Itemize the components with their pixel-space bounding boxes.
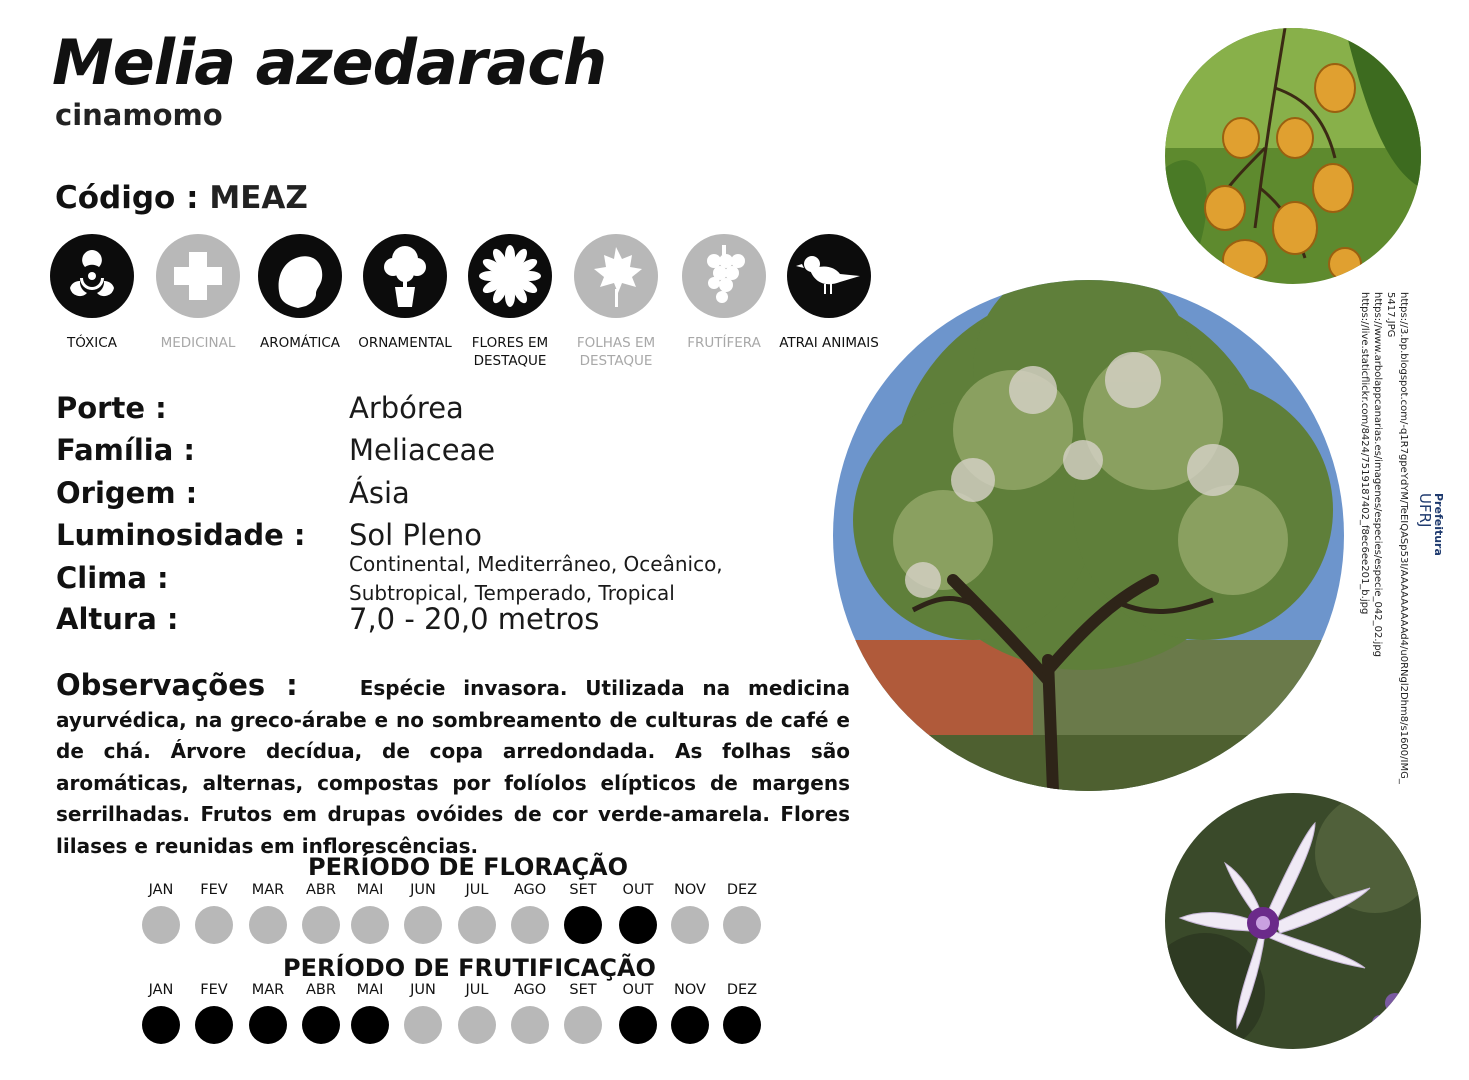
fruiting-dot-out xyxy=(619,1006,657,1044)
fruiting-dot-nov xyxy=(671,1006,709,1044)
month-label: MAR xyxy=(251,982,285,998)
month-label: AGO xyxy=(513,982,547,998)
flowering-dot-set xyxy=(564,906,602,944)
potted-plant-icon xyxy=(363,234,447,318)
feature-label: ATRAI ANIMAIS xyxy=(779,335,879,351)
flowering-dot-abr xyxy=(302,906,340,944)
familia-label: Família : xyxy=(56,433,195,467)
clima-value-line2: Subtropical, Temperado, Tropical xyxy=(349,581,675,605)
altura-value: 7,0 - 20,0 metros xyxy=(349,602,600,636)
common-name: cinamomo xyxy=(55,98,223,132)
month-label: OUT xyxy=(622,982,654,998)
fruiting-dot-mai xyxy=(351,1006,389,1044)
scientific-name: Melia azedarach xyxy=(52,26,607,99)
observations xyxy=(56,670,850,862)
flowering-title: PERÍODO DE FLORAÇÃO xyxy=(308,853,629,881)
feature-label: TÓXICA xyxy=(67,335,117,351)
month-label: SET xyxy=(569,882,597,898)
fruiting-dot-jan xyxy=(142,1006,180,1044)
image-credits xyxy=(1350,292,1410,792)
month-label: JUN xyxy=(410,982,436,998)
leaf-icon xyxy=(574,234,658,318)
month-label: NOV xyxy=(674,982,706,998)
month-label: ABR xyxy=(306,882,336,898)
clima-value xyxy=(349,550,723,608)
month-label: OUT xyxy=(622,882,654,898)
observations-label: Observações : xyxy=(56,668,298,702)
month-label: JUL xyxy=(465,982,489,998)
porte-value: Arbórea xyxy=(349,391,464,425)
feature-leaves xyxy=(566,234,666,370)
biohazard-icon xyxy=(50,234,134,318)
feature-label: FOLHAS EM DESTAQUE xyxy=(576,335,656,369)
fruiting-dot-dez xyxy=(723,1006,761,1044)
species-code xyxy=(55,180,308,216)
familia-value: Meliaceae xyxy=(349,433,496,467)
face-profile-icon xyxy=(258,234,342,318)
flowering-dot-jan xyxy=(142,906,180,944)
feature-medicinal xyxy=(148,234,248,352)
observations-text: Espécie invasora. Utilizada na medicina ayurvédica, na greco-árabe e no sombreamento de culturas de café e de chá. Árvore decídua, de copa arredondada. As folhas são aromáticas, alternas, compostas por folíolos elípticos de margens serrilhadas. Frutos em drupas ovóides de cor verde-amarela. Flores lilases e reunidas em inflorescências. xyxy=(56,676,851,858)
medical-cross-icon xyxy=(156,234,240,318)
altura-label: Altura : xyxy=(56,602,179,636)
fruit-photo xyxy=(1165,28,1421,284)
month-label: JAN xyxy=(148,882,174,898)
feature-aromatic xyxy=(250,234,350,352)
fruiting-dot-jul xyxy=(458,1006,496,1044)
porte-label: Porte : xyxy=(56,391,167,425)
month-label: SET xyxy=(569,982,597,998)
fruiting-dot-ago xyxy=(511,1006,549,1044)
feature-toxic xyxy=(42,234,142,352)
flowering-dot-nov xyxy=(671,906,709,944)
bird-icon xyxy=(787,234,871,318)
feature-label: MEDICINAL xyxy=(160,335,236,351)
flowering-dot-mar xyxy=(249,906,287,944)
prefeitura-ufrj-logo xyxy=(1410,485,1444,595)
month-label: DEZ xyxy=(726,982,758,998)
month-label: JUN xyxy=(410,882,436,898)
tree-photo xyxy=(833,280,1344,791)
month-label: DEZ xyxy=(726,882,758,898)
origem-value: Ásia xyxy=(349,476,410,510)
clima-label: Clima : xyxy=(56,561,169,595)
logo-line1: Prefeitura xyxy=(1432,493,1444,556)
flowering-dot-jun xyxy=(404,906,442,944)
month-label: MAI xyxy=(356,982,384,998)
feature-label: AROMÁTICA xyxy=(260,335,340,351)
fruiting-dot-jun xyxy=(404,1006,442,1044)
code-value: MEAZ xyxy=(209,180,308,216)
flowering-dot-mai xyxy=(351,906,389,944)
clima-value-line1: Continental, Mediterrâneo, Oceânico, xyxy=(349,552,723,576)
month-label: JUL xyxy=(465,882,489,898)
flowering-dot-dez xyxy=(723,906,761,944)
credit-line: https://3.bp.blogspot.com/-q1R7gpeYdYM/TeEIQASp53I/AAAAAAAAAd4/u0RNgl2Dhm8/s1600/IMG_ xyxy=(1398,292,1409,784)
credit-line: 5417.JPG xyxy=(1385,292,1396,338)
code-label: Código : xyxy=(55,180,199,216)
feature-ornamental xyxy=(355,234,455,352)
luminosidade-value: Sol Pleno xyxy=(349,518,482,552)
fruiting-dot-mar xyxy=(249,1006,287,1044)
credit-line: https://live.staticflickr.com/8424/7519187402_f8ec6ee201_b.jpg xyxy=(1359,292,1370,615)
flowering-dot-ago xyxy=(511,906,549,944)
grapes-icon xyxy=(682,234,766,318)
credit-line: https://www.arbolappcanarias.es/imagenes/especies/especie_042_02.jpg xyxy=(1372,292,1383,658)
flower-icon xyxy=(468,234,552,318)
feature-fruit xyxy=(674,234,774,352)
month-label: MAR xyxy=(251,882,285,898)
month-label: MAI xyxy=(356,882,384,898)
month-label: AGO xyxy=(513,882,547,898)
flower-photo xyxy=(1165,793,1421,1049)
feature-label: ORNAMENTAL xyxy=(358,335,452,351)
fruiting-dot-fev xyxy=(195,1006,233,1044)
flowering-dot-fev xyxy=(195,906,233,944)
month-label: NOV xyxy=(674,882,706,898)
feature-label: FLORES EM DESTAQUE xyxy=(471,335,549,369)
fruiting-title: PERÍODO DE FRUTIFICAÇÃO xyxy=(283,954,656,982)
month-label: FEV xyxy=(200,982,228,998)
luminosidade-label: Luminosidade : xyxy=(56,518,306,552)
origem-label: Origem : xyxy=(56,476,198,510)
fruiting-dot-abr xyxy=(302,1006,340,1044)
flowering-dot-out xyxy=(619,906,657,944)
logo-line2: UFRJ xyxy=(1416,493,1434,528)
month-label: FEV xyxy=(200,882,228,898)
flowering-dot-jul xyxy=(458,906,496,944)
fruiting-dot-set xyxy=(564,1006,602,1044)
month-label: ABR xyxy=(306,982,336,998)
feature-label: FRUTÍFERA xyxy=(687,335,761,351)
feature-flowers xyxy=(460,234,560,370)
feature-attracts-animals xyxy=(779,234,879,352)
month-label: JAN xyxy=(148,982,174,998)
